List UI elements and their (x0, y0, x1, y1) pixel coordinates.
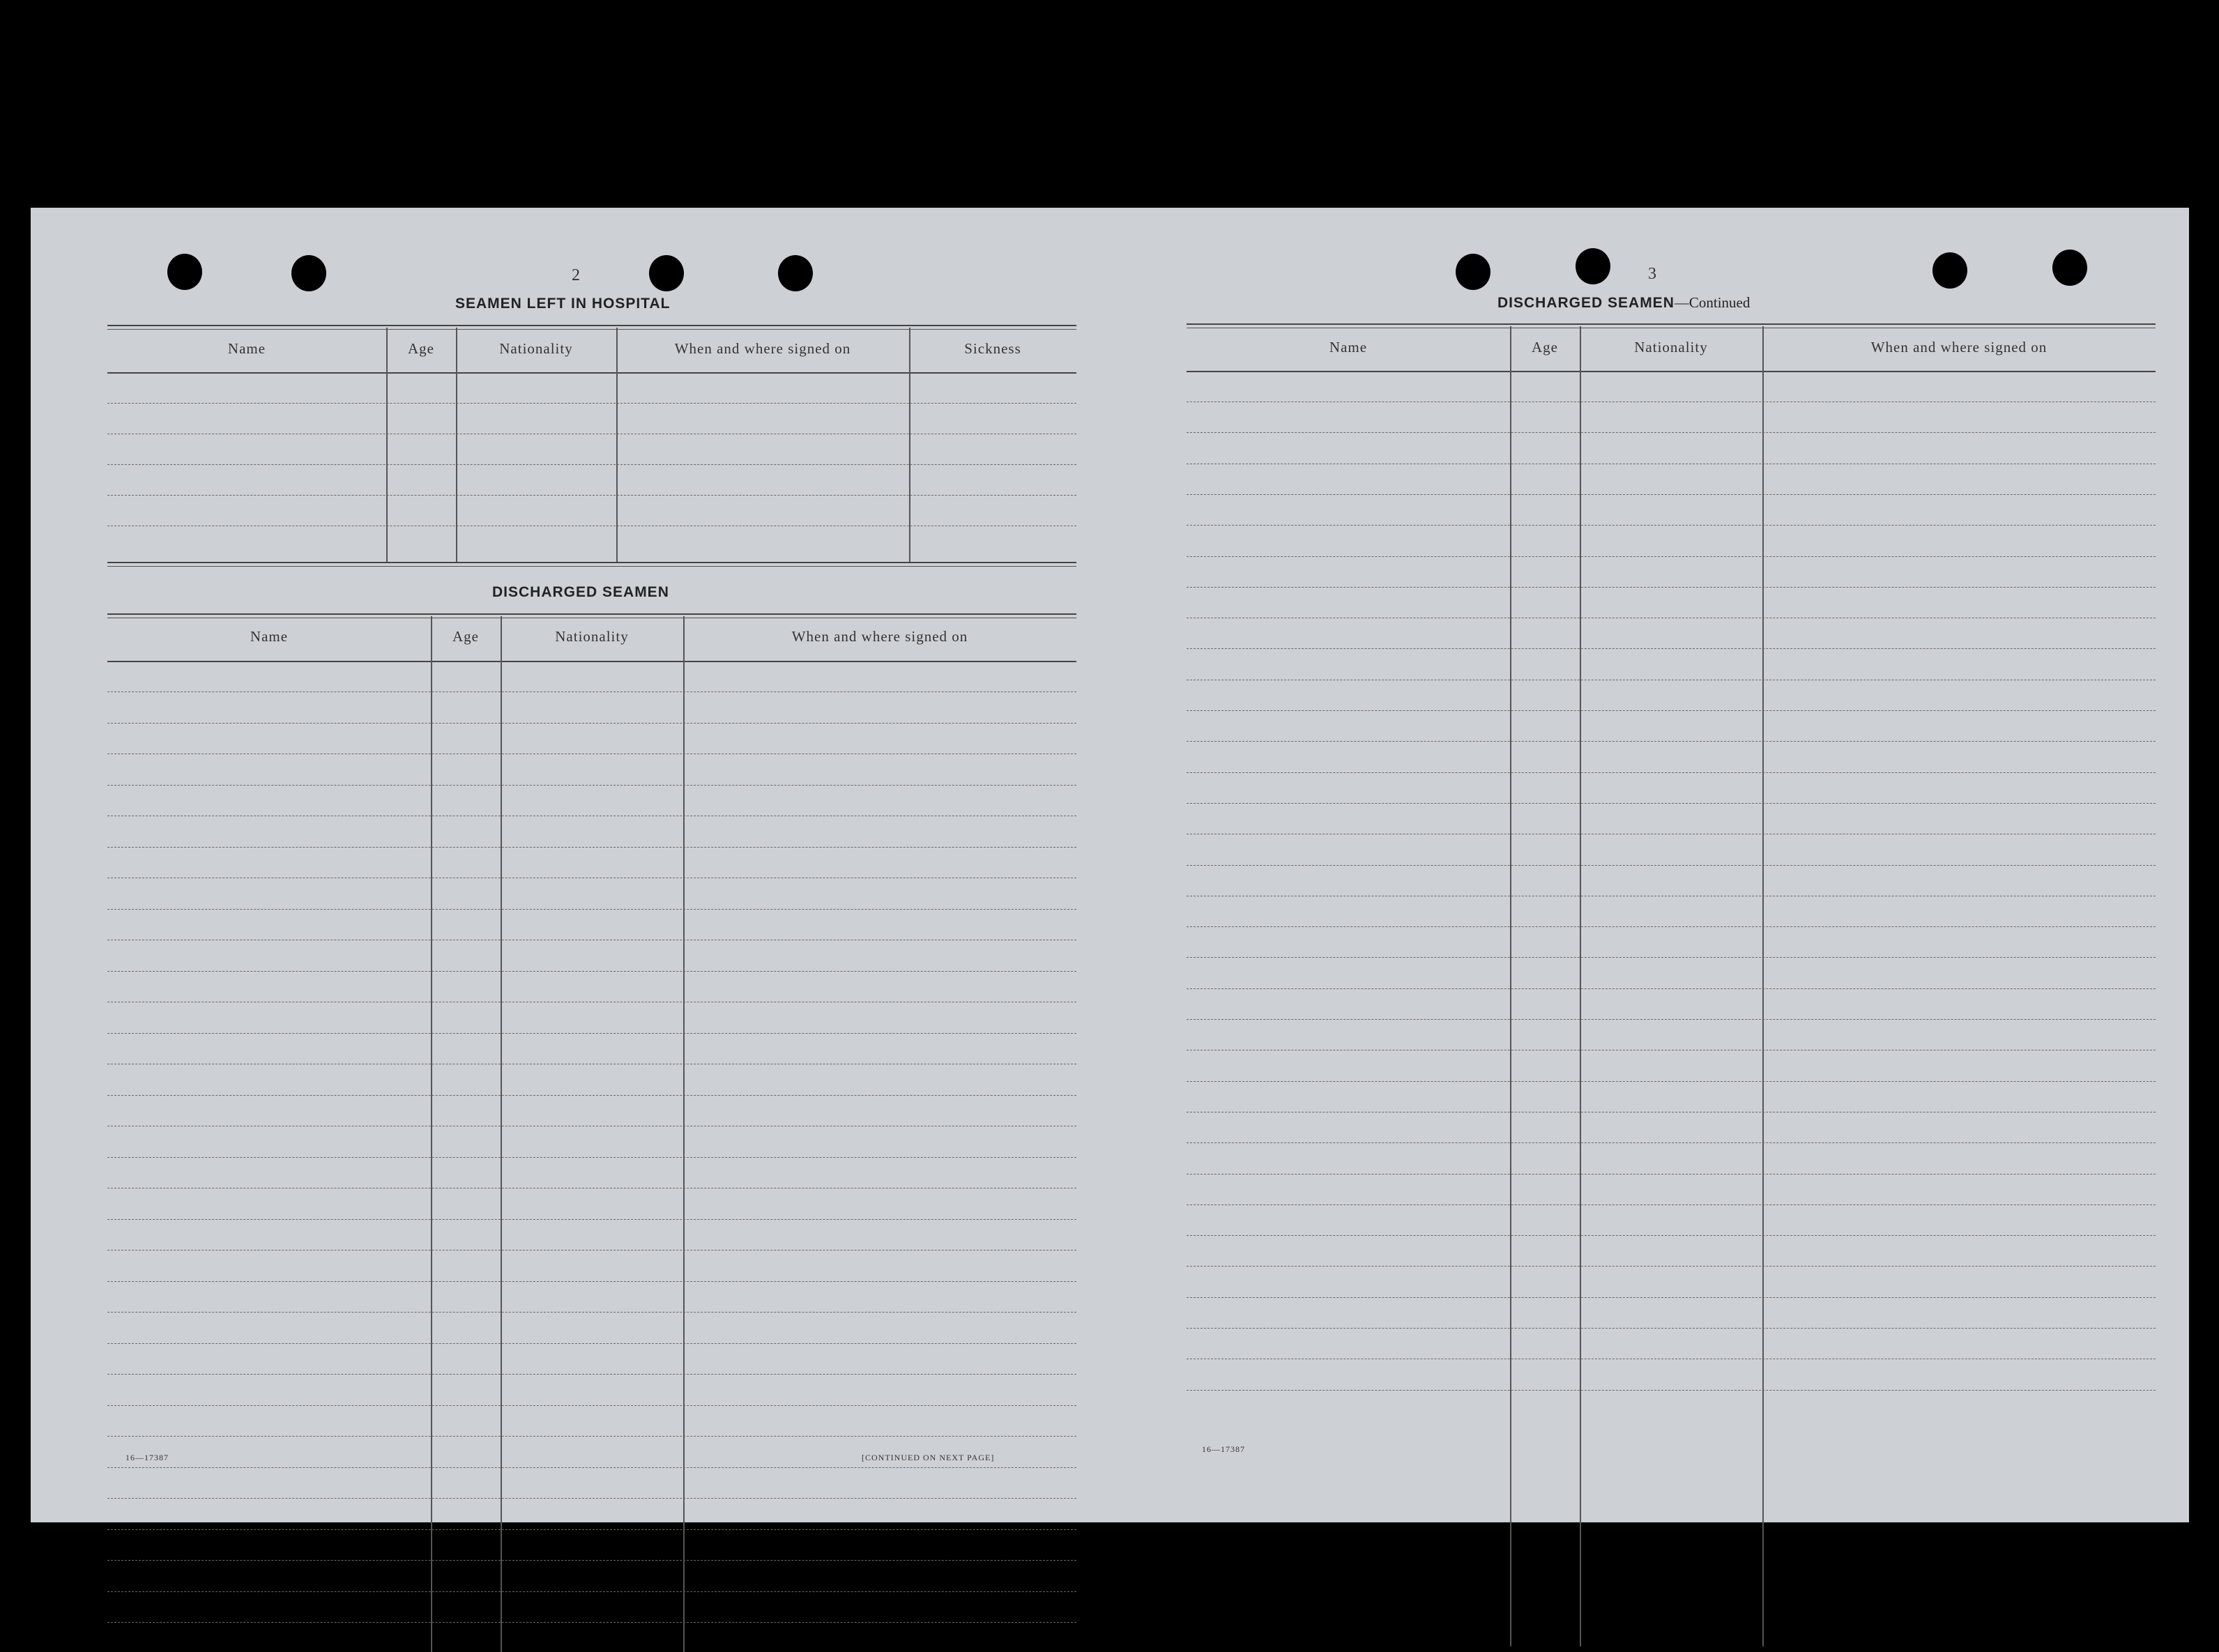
hospital-col-divider (909, 328, 910, 562)
form-row-line (107, 723, 1076, 724)
form-row-line (107, 1033, 1076, 1034)
right-page-title (1497, 294, 1750, 312)
form-row-line (107, 1312, 1076, 1313)
form-row-line (1187, 772, 2156, 773)
hospital-col-divider (456, 328, 457, 562)
hospital-table-bottom-rule (107, 562, 1076, 567)
right-page-title-main: DISCHARGED SEAMEN (1497, 295, 1675, 311)
hospital-section-title: SEAMEN LEFT IN HOSPITAL (455, 296, 671, 312)
form-row-line (1187, 1019, 2156, 1020)
hospital-table-top-rule (107, 325, 1076, 330)
hospital-col-divider (386, 328, 388, 562)
right-page-title-suffix: —Continued (1674, 294, 1751, 311)
form-row-line (107, 495, 1076, 496)
form-row-line (1187, 1297, 2156, 1298)
continued-note: [CONTINUED ON NEXT PAGE] (862, 1453, 995, 1462)
form-row-line (1187, 587, 2156, 588)
punch-hole (167, 254, 202, 290)
form-row-line (107, 1343, 1076, 1344)
form-row-line (107, 1436, 1076, 1437)
form-row-line (1187, 648, 2156, 649)
form-row-line (107, 691, 1076, 692)
scanned-form-sheet (31, 208, 2189, 1522)
page-number-right: 3 (1648, 265, 1656, 283)
form-row-line (107, 1498, 1076, 1499)
discharged-col-name: Name (250, 628, 289, 645)
form-row-line (107, 1219, 1076, 1220)
form-row-line (1187, 1328, 2156, 1329)
hospital-header-rule (107, 372, 1076, 374)
form-row-line (1187, 1081, 2156, 1082)
hospital-col-name: Name (227, 340, 266, 357)
punch-hole (778, 255, 813, 291)
hospital-col-when-where: When and where signed on (674, 340, 851, 357)
form-row-line (1187, 1204, 2156, 1205)
form-row-line (1187, 494, 2156, 495)
form-number-right: 16—17387 (1202, 1444, 1245, 1454)
form-row-line (1187, 556, 2156, 557)
form-row-line (107, 403, 1076, 404)
form-row-line (107, 847, 1076, 848)
discharged-col-age: Age (452, 628, 479, 645)
form-row-line (1187, 525, 2156, 526)
form-row-line (107, 971, 1076, 972)
right-col-name: Name (1329, 339, 1368, 355)
discharged-col-divider (431, 616, 432, 1652)
form-row-line (1187, 1235, 2156, 1236)
form-row-line (107, 1622, 1076, 1623)
discharged-section-title: DISCHARGED SEAMEN (492, 584, 669, 600)
form-row-line (107, 1157, 1076, 1158)
punch-hole (1932, 252, 1967, 289)
form-row-line (1187, 1174, 2156, 1175)
form-number-left: 16—17387 (125, 1453, 169, 1462)
form-row-line (107, 1591, 1076, 1592)
form-row-line (107, 1250, 1076, 1251)
form-row-line (107, 1467, 1076, 1468)
hospital-col-sickness: Sickness (964, 340, 1021, 357)
form-row-line (107, 1281, 1076, 1282)
form-row-line (1187, 1390, 2156, 1391)
form-row-line (1187, 865, 2156, 866)
form-row-line (1187, 710, 2156, 711)
punch-hole (2052, 250, 2087, 286)
form-row-line (1187, 741, 2156, 742)
form-row-line (1187, 432, 2156, 433)
form-row-line (1187, 1142, 2156, 1143)
form-row-line (107, 1405, 1076, 1406)
discharged-header-rule (107, 661, 1076, 662)
hospital-col-age: Age (408, 340, 434, 357)
punch-hole (649, 255, 684, 291)
right-col-nationality: Nationality (1634, 339, 1708, 355)
punch-hole (1576, 248, 1610, 284)
hospital-col-divider (616, 328, 618, 562)
form-row-line (1187, 1266, 2156, 1267)
right-table-top-rule (1187, 323, 2156, 328)
hospital-col-nationality: Nationality (499, 340, 573, 357)
discharged-col-divider (501, 616, 502, 1652)
discharged-col-divider (683, 616, 685, 1652)
form-row-line (107, 909, 1076, 910)
right-col-age: Age (1532, 339, 1558, 355)
discharged-table-top-rule (107, 613, 1076, 618)
form-row-line (1187, 401, 2156, 402)
form-row-line (1187, 803, 2156, 804)
page-number-left: 2 (572, 266, 580, 284)
form-row-line (107, 1374, 1076, 1375)
discharged-col-nationality: Nationality (555, 628, 629, 645)
form-row-line (107, 464, 1076, 465)
form-row-line (107, 785, 1076, 786)
form-row-line (107, 1529, 1076, 1530)
form-row-line (1187, 957, 2156, 958)
right-col-when-where: When and where signed on (1870, 339, 2048, 355)
discharged-col-when-where: When and where signed on (791, 628, 968, 645)
right-col-divider (1580, 326, 1581, 1646)
right-col-divider (1510, 326, 1511, 1646)
form-row-line (1187, 988, 2156, 989)
form-row-line (107, 1095, 1076, 1096)
right-col-divider (1762, 326, 1764, 1646)
right-header-rule (1187, 371, 2156, 372)
form-row-line (1187, 926, 2156, 927)
form-row-line (107, 1560, 1076, 1561)
punch-hole (1456, 254, 1490, 290)
punch-hole (291, 255, 326, 291)
